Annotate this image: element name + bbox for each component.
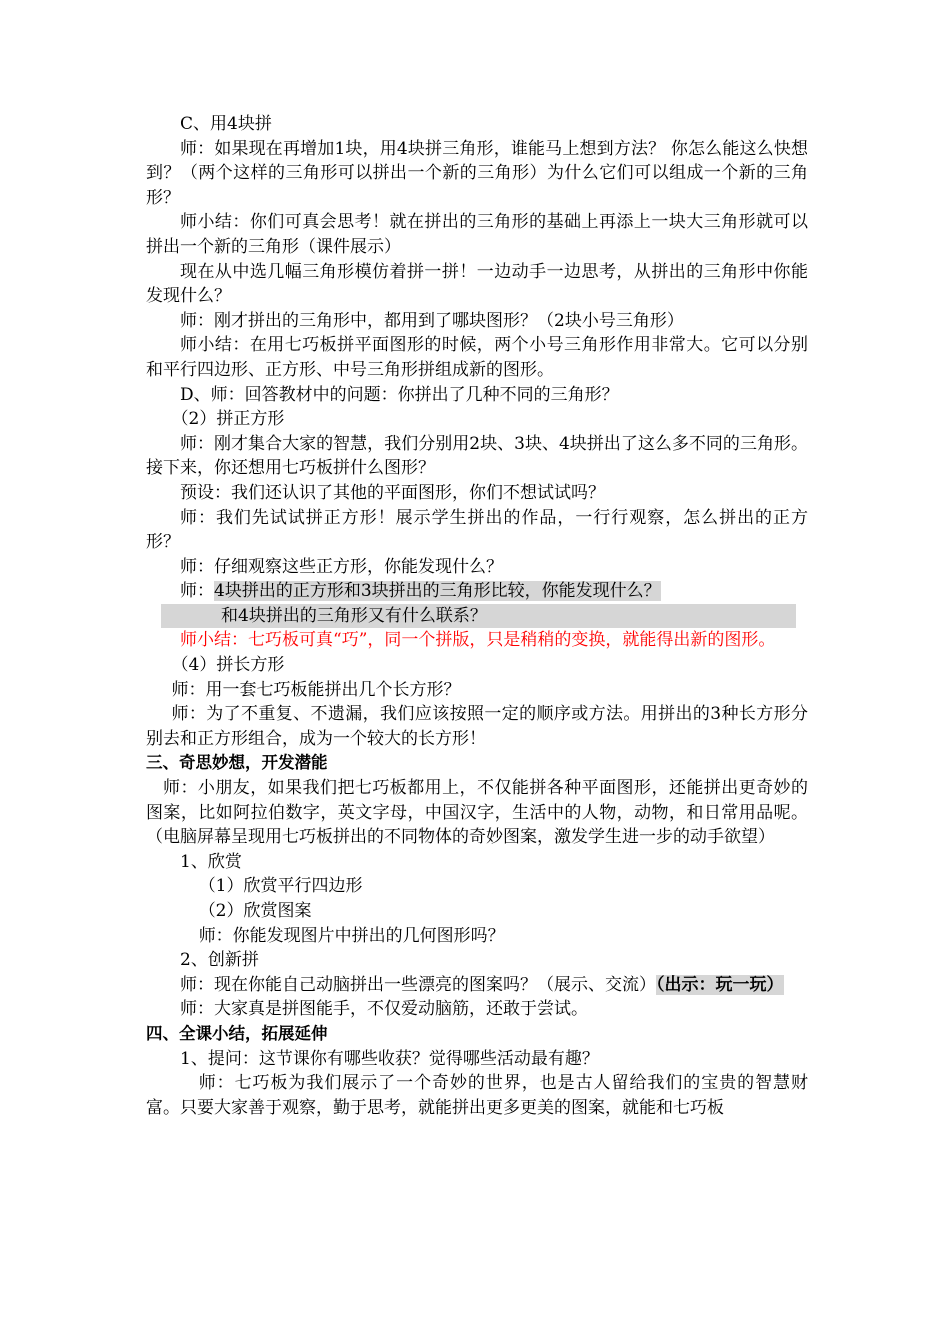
teacher-praise: 师：大家真是拼图能手，不仅爱动脑筋，还敢于尝试。 — [180, 999, 588, 1020]
highlighted-relation-question: 和4块拼出的三角形又有什么联系？ — [161, 604, 796, 629]
preset-question: 预设：我们还认识了其他的平面图形，你们不想试试吗？ — [180, 482, 605, 503]
subsection-rectangle-title: （4）拼长方形 — [171, 655, 285, 676]
teacher-square-display: 师：我们先试试拼正方形！展示学生拼出的作品，一行行观察，怎么拼出的正方形？ — [146, 507, 808, 553]
creative-assembly-title: 2、创新拼 — [180, 950, 259, 971]
reflection-question: 1、提问：这节课你有哪些收获？觉得哪些活动最有趣？ — [180, 1048, 599, 1069]
teacher-creative-intro: 师：小朋友，如果我们把七巧板都用上，不仅能拼各种平面图形，还能拼出更奇妙的图案，比如阿拉伯数字，英文字母，中国汉字，生活中的人物，动物，和日常用品呢。（电脑屏幕呈现用七巧板拼出的不同物体的奇妙图案，激发学生进一步的动手欲望） — [146, 778, 808, 848]
teacher-question-4-pieces: 师：如果现在再增加1块，用4块拼三角形，谁能马上想到方法？ 你怎么能这么快想到？（两个这样的三角形可以拼出一个新的三角形）为什么它们可以组成一个新的三角形？ — [146, 138, 808, 208]
appreciate-patterns: （2）欣赏图案 — [198, 901, 312, 921]
teacher-question-pieces-used: 师：刚才拼出的三角形中，都用到了哪块图形？（2块小号三角形） — [180, 310, 684, 331]
teacher-summary-red: 师小结：七巧板可真“巧”，同一个拼版，只是稍稍的变换，就能得出新的图形。 — [180, 630, 776, 651]
teacher-rectangle-method: 师：为了不重复、不遗漏，我们应该按照一定的顺序或方法。用拼出的3种长方形分别去和正方形组合，成为一个较大的长方形！ — [146, 704, 808, 749]
document-body — [146, 112, 808, 1120]
teacher-summary-small-triangles: 师小结：在用七巧板拼平面图形的时候，两个小号三角形作用非常大。它可以分别和平行四边形、正方形、中号三角形拼组成新的图形。 — [146, 335, 808, 380]
teacher-label: 师： — [180, 581, 214, 602]
teacher-find-shapes: 师：你能发现图片中拼出的几何图形吗？ — [198, 925, 505, 946]
teacher-closing: 师：七巧板为我们展示了一个奇妙的世界，也是古人留给我们的宝贵的智慧财富。只要大家善于观察，勤于思考，就能拼出更多更美的图案，就能和七巧板 — [146, 1073, 808, 1118]
subsection-square-title: （2）拼正方形 — [171, 409, 285, 430]
teacher-question-rectangles: 师：用一套七巧板能拼出几个长方形？ — [171, 679, 461, 700]
teacher-creative-prompt — [146, 973, 808, 998]
section-4-heading: 四、全课小结，拓展延伸 — [146, 1023, 328, 1043]
section-c-title: C、用4块拼 — [180, 114, 272, 134]
highlighted-compare-text: 4块拼出的正方形和3块拼出的三角形比较，你能发现什么？ — [214, 581, 661, 602]
appreciate-title: 1、欣赏 — [180, 851, 242, 872]
show-play-badge: （出示：玩一玩） — [656, 974, 784, 995]
section-d-question: D、师：回答教材中的问题：你拼出了几种不同的三角形？ — [180, 384, 619, 405]
imitation-activity: 现在从中选几幅三角形模仿着拼一拼！一边动手一边思考，从拼出的三角形中你能发现什么？ — [146, 261, 808, 307]
teacher-compare-question — [146, 579, 808, 604]
section-3-heading: 三、奇思妙想，开发潜能 — [146, 753, 328, 773]
teacher-summary-triangle: 师小结：你们可真会思考！就在拼出的三角形的基础上再添上一块大三角形就可以拼出一个新的三角形（课件展示） — [146, 212, 808, 257]
teacher-observe-squares: 师：仔细观察这些正方形，你能发现什么？ — [180, 556, 503, 577]
creative-prompt-text: 师：现在你能自己动脑拼出一些漂亮的图案吗？（展示、交流） — [180, 974, 656, 995]
teacher-transition-square: 师：刚才集合大家的智慧，我们分别用2块、3块、4块拼出了这么多不同的三角形。接下来，你还想用七巧板拼什么图形？ — [146, 433, 808, 479]
appreciate-parallelogram: （1）欣赏平行四边形 — [198, 876, 363, 897]
